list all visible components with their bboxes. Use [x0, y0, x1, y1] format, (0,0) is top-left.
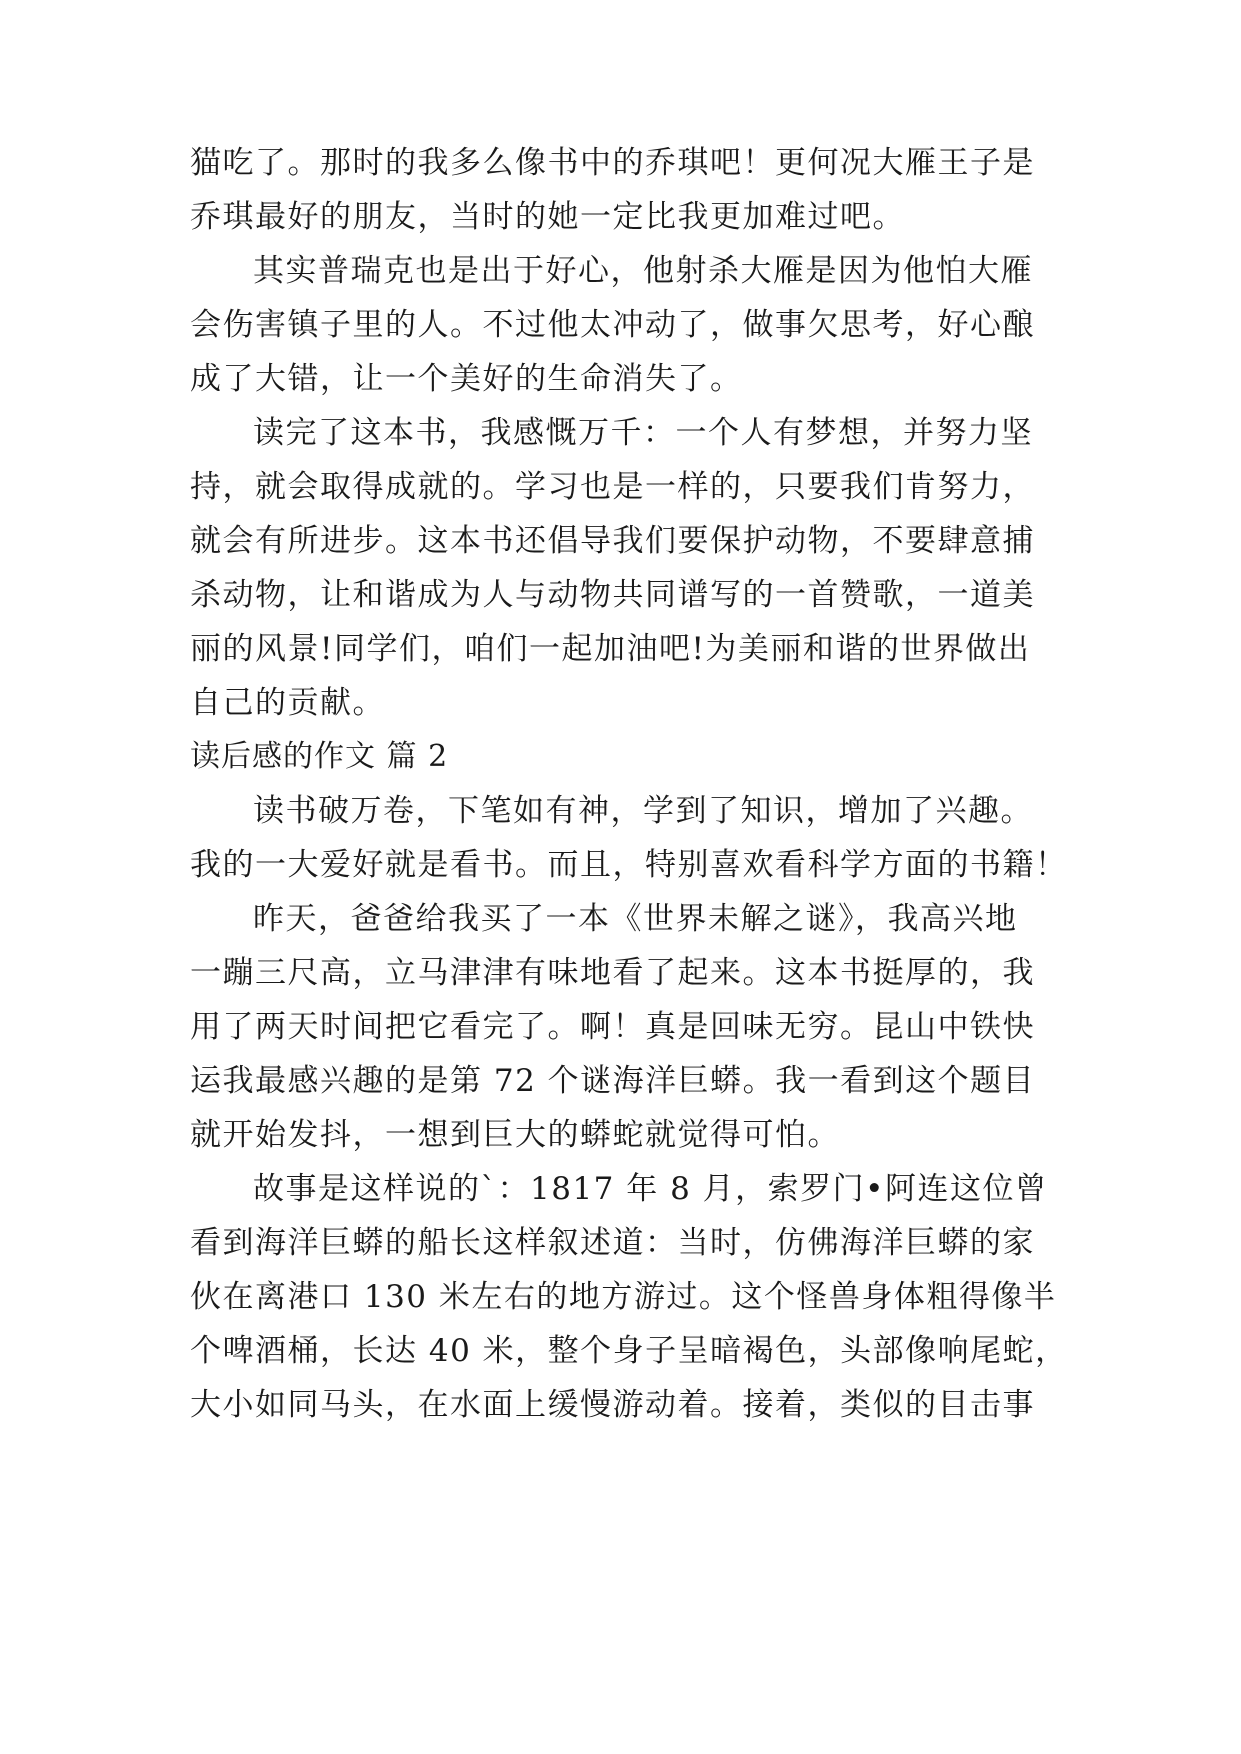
text-line: 会伤害镇子里的人。不过他太冲动了，做事欠思考，好心酿 [190, 307, 1035, 343]
text-line: 个啤酒桶，长达 40 米，整个身子呈暗褐色，头部像响尾蛇， [190, 1333, 1068, 1369]
paragraph-start: 读书破万卷，下笔如有神，学到了知识，增加了兴趣。 [253, 793, 1033, 829]
text-line: 自己的贡献。 [190, 685, 385, 721]
paragraph-start: 其实普瑞克也是出于好心，他射杀大雁是因为他怕大雁 [253, 253, 1033, 289]
text-line: 用了两天时间把它看完了。啊！真是回味无穷。昆山中铁快 [190, 1009, 1035, 1045]
text-line: 丽的风景!同学们，咱们一起加油吧!为美丽和谐的世界做出 [190, 631, 1031, 667]
paragraph-start: 昨天，爸爸给我买了一本《世界未解之谜》，我高兴地 [253, 901, 1018, 937]
text-line: 持，就会取得成就的。学习也是一样的，只要我们肯努力， [190, 469, 1035, 505]
section-heading: 读后感的作文 篇 2 [190, 739, 449, 774]
text-line: 猫吃了。那时的我多么像书中的乔琪吧！更何况大雁王子是 [190, 145, 1035, 181]
text-line: 就开始发抖，一想到巨大的蟒蛇就觉得可怕。 [190, 1117, 840, 1153]
text-line: 大小如同马头，在水面上缓慢游动着。接着，类似的目击事 [190, 1387, 1035, 1423]
text-line: 一蹦三尺高，立马津津有味地看了起来。这本书挺厚的，我 [190, 955, 1035, 991]
text-line: 运我最感兴趣的是第 72 个谜海洋巨蟒。我一看到这个题目 [190, 1063, 1036, 1099]
text-line: 乔琪最好的朋友，当时的她一定比我更加难过吧。 [190, 199, 905, 235]
text-line: 伙在离港口 130 米左右的地方游过。这个怪兽身体粗得像半 [190, 1279, 1057, 1315]
paragraph-start: 故事是这样说的`：1817 年 8 月，索罗门•阿连这位曾 [253, 1171, 1048, 1207]
paragraph-start: 读完了这本书，我感慨万千：一个人有梦想，并努力坚 [253, 415, 1033, 451]
text-line: 就会有所进步。这本书还倡导我们要保护动物，不要肆意捕 [190, 523, 1035, 559]
text-line: 看到海洋巨蟒的船长这样叙述道：当时，仿佛海洋巨蟒的家 [190, 1225, 1035, 1261]
text-line: 杀动物，让和谐成为人与动物共同谱写的一首赞歌，一道美 [190, 577, 1035, 613]
text-line: 成了大错，让一个美好的生命消失了。 [190, 361, 743, 397]
text-line: 我的一大爱好就是看书。而且，特别喜欢看科学方面的书籍！ [190, 847, 1068, 883]
